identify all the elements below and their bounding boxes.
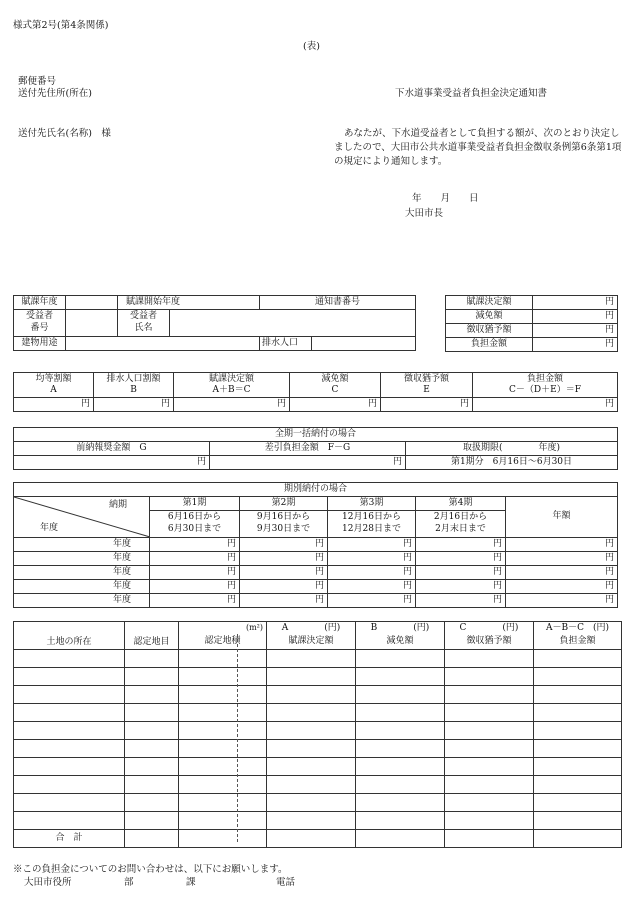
info-table (13, 295, 416, 351)
installment-amount: 円 (150, 580, 240, 594)
land-total-b (356, 830, 445, 848)
calc-header-b: 排水人口割額 B (94, 373, 174, 398)
deadline-period: 第1期分 6月16日～6月30日 (406, 456, 618, 470)
land-location-header: 土地の所在 (14, 622, 125, 650)
land-cell (14, 722, 125, 740)
land-cell (179, 812, 267, 830)
land-rows (14, 650, 622, 830)
period-2-name: 第2期 (240, 497, 328, 511)
land-cell (267, 668, 356, 686)
land-cell (534, 650, 622, 668)
notice-body: あなたが、下水道受益者として負担する額が、次のとおり決定しましたので、大田市公共水道事業受益者負担金徴収条例第6条第1項の規定により通知します。 (334, 128, 622, 167)
installment-title: 期別納付の場合 (14, 483, 618, 497)
land-cell (267, 686, 356, 704)
land-cell (445, 812, 534, 830)
calc-header-d: 減免額 C (290, 373, 381, 398)
land-cell (125, 722, 179, 740)
land-cell (267, 794, 356, 812)
land-cell (445, 776, 534, 794)
calc-value-e: 円 (381, 398, 473, 412)
installment-amount: 円 (240, 580, 328, 594)
deadline-label: 取扱期限( 年度) (406, 442, 618, 456)
installment-annual: 円 (506, 552, 618, 566)
land-cell (14, 794, 125, 812)
land-cell (14, 758, 125, 776)
amount-summary-table (445, 295, 618, 352)
land-row (14, 668, 622, 686)
installment-amount: 円 (150, 566, 240, 580)
land-row (14, 794, 622, 812)
installment-amount: 円 (328, 594, 416, 608)
land-cell (267, 722, 356, 740)
decided-amount-label: 賦課決定額 (446, 296, 533, 310)
deferral-label: 徴収猶予額 (446, 324, 533, 338)
document-title: 下水道事業受益者負担金決定通知書 (395, 88, 548, 99)
calc-value-d: 円 (290, 398, 381, 412)
phone-label: 電話 (276, 877, 296, 888)
calc-header-e: 徴収猶予額 E (381, 373, 473, 398)
land-total-d (534, 830, 622, 848)
land-c-top: C (円) (445, 622, 534, 635)
land-cell (125, 668, 179, 686)
land-row (14, 650, 622, 668)
land-cell (445, 758, 534, 776)
calc-header-f: 負担金額 C－（D＋E）＝F (473, 373, 618, 398)
period-1-range: 6月16日から 6月30日まで (150, 511, 240, 538)
net-charge-label: 差引負担金額 F－G (210, 442, 406, 456)
installment-row (14, 580, 618, 594)
beneficiary-no-value (66, 310, 118, 337)
land-category-header: 認定地目 (125, 622, 179, 650)
land-cell (534, 776, 622, 794)
land-b-header: 減免額 (356, 635, 445, 650)
beneficiary-no-label: 受益者 番号 (14, 310, 66, 337)
land-cell (179, 686, 267, 704)
land-row (14, 776, 622, 794)
decided-amount-value: 円 (533, 296, 618, 310)
installment-year: 年度 (14, 538, 150, 552)
land-area-unit: (m²) (179, 622, 267, 635)
land-cell (445, 704, 534, 722)
land-cell (267, 650, 356, 668)
installment-amount: 円 (416, 538, 506, 552)
land-cell (14, 668, 125, 686)
address-label: 送付先住所(所在) (18, 88, 92, 99)
land-cell (445, 722, 534, 740)
beneficiary-name-label: 受益者 氏名 (118, 310, 170, 337)
period-4-name: 第4期 (416, 497, 506, 511)
land-total-area (179, 830, 267, 848)
reduction-value: 円 (533, 310, 618, 324)
installment-amount: 円 (240, 538, 328, 552)
building-use-label: 建物用途 (14, 337, 66, 351)
installment-amount: 円 (150, 552, 240, 566)
installment-amount: 円 (416, 552, 506, 566)
side-label: (表) (303, 41, 320, 52)
land-d-top: A－B－C (円) (534, 622, 622, 635)
installment-amount: 円 (240, 594, 328, 608)
installment-amount: 円 (416, 594, 506, 608)
land-cell (534, 794, 622, 812)
land-cell (356, 812, 445, 830)
installment-amount: 円 (150, 594, 240, 608)
installment-amount: 円 (416, 566, 506, 580)
land-cell (179, 794, 267, 812)
charge-label: 負担金額 (446, 338, 533, 352)
land-cell (445, 650, 534, 668)
drain-pop-label: 排水人口 (260, 337, 312, 351)
land-a-header: 賦課決定額 (267, 635, 356, 650)
land-cell (534, 758, 622, 776)
installment-amount: 円 (328, 552, 416, 566)
date-line: 年 月 日 (412, 193, 479, 204)
calc-value-f: 円 (473, 398, 618, 412)
notice-no-label: 通知書番号 (260, 296, 416, 310)
installment-year: 年度 (14, 552, 150, 566)
lump-sum-table (13, 427, 618, 470)
land-cell (179, 722, 267, 740)
land-cell (125, 812, 179, 830)
prepay-reward-value: 円 (14, 456, 210, 470)
installment-annual: 円 (506, 580, 618, 594)
installment-amount: 円 (328, 580, 416, 594)
calc-header-c: 賦課決定額 A＋B＝C (174, 373, 290, 398)
recipient-label: 送付先氏名(名称) 様 (18, 128, 111, 139)
land-cell (534, 686, 622, 704)
period-1-name: 第1期 (150, 497, 240, 511)
installment-row (14, 566, 618, 580)
land-cell (179, 650, 267, 668)
corner-year-label: 年度 (40, 522, 59, 533)
deferral-value: 円 (533, 324, 618, 338)
land-row (14, 686, 622, 704)
land-c-header: 徴収猶予額 (445, 635, 534, 650)
annual-label: 年額 (506, 497, 618, 538)
land-area-header: 認定地積 (179, 635, 267, 650)
period-2-range: 9月16日から 9月30日まで (240, 511, 328, 538)
land-cell (125, 776, 179, 794)
installment-amount: 円 (328, 566, 416, 580)
installment-year: 年度 (14, 566, 150, 580)
land-cell (445, 668, 534, 686)
land-table (13, 621, 622, 848)
land-cell (14, 812, 125, 830)
land-row (14, 758, 622, 776)
land-b-top: B (円) (356, 622, 445, 635)
prepay-reward-label: 前納報奨金額 G (14, 442, 210, 456)
installment-amount: 円 (328, 538, 416, 552)
land-total-c (445, 830, 534, 848)
land-cell (445, 794, 534, 812)
calc-header-a: 均等割額 A (14, 373, 94, 398)
land-cell (179, 758, 267, 776)
land-cell (125, 794, 179, 812)
period-4-range: 2月16日から 2月末日まで (416, 511, 506, 538)
inquiry-note: ※この負担金についてのお問い合わせは、以下にお願いします。 (13, 864, 288, 875)
land-cell (356, 650, 445, 668)
building-use-value (66, 337, 260, 351)
land-d-header: 負担金額 (534, 635, 622, 650)
land-cell (267, 812, 356, 830)
installment-amount: 円 (416, 580, 506, 594)
calc-value-b: 円 (94, 398, 174, 412)
land-cell (356, 704, 445, 722)
land-cell (356, 776, 445, 794)
beneficiary-name-value (170, 310, 416, 337)
installment-table (13, 482, 618, 608)
installment-annual: 円 (506, 594, 618, 608)
installment-row (14, 538, 618, 552)
installment-amount: 円 (150, 538, 240, 552)
area-dashed-divider (237, 634, 238, 842)
issuer: 大田市長 (405, 208, 444, 219)
land-total-category (125, 830, 179, 848)
postal-label: 郵便番号 (18, 76, 57, 87)
land-cell (125, 686, 179, 704)
installment-rows (14, 538, 618, 608)
charge-value: 円 (533, 338, 618, 352)
lump-sum-title: 全期一括納付の場合 (14, 428, 618, 442)
land-cell (179, 668, 267, 686)
land-cell (534, 704, 622, 722)
period-3-range: 12月16日から 12月28日まで (328, 511, 416, 538)
land-row (14, 722, 622, 740)
net-charge-value: 円 (210, 456, 406, 470)
land-cell (356, 794, 445, 812)
land-row (14, 812, 622, 830)
installment-amount: 円 (240, 566, 328, 580)
land-cell (534, 740, 622, 758)
land-cell (14, 740, 125, 758)
calculation-table (13, 372, 618, 412)
installment-row (14, 594, 618, 608)
land-cell (14, 686, 125, 704)
land-cell (534, 812, 622, 830)
land-a-top: A (円) (267, 622, 356, 635)
land-cell (534, 722, 622, 740)
land-cell (125, 740, 179, 758)
land-cell (356, 668, 445, 686)
land-cell (179, 740, 267, 758)
period-3-name: 第3期 (328, 497, 416, 511)
land-cell (356, 722, 445, 740)
installment-amount: 円 (240, 552, 328, 566)
land-cell (267, 776, 356, 794)
land-cell (179, 704, 267, 722)
section-label: 課 (186, 877, 196, 888)
calc-value-c: 円 (174, 398, 290, 412)
calc-value-a: 円 (14, 398, 94, 412)
land-total-label: 合 計 (14, 830, 125, 848)
land-cell (14, 650, 125, 668)
installment-year: 年度 (14, 580, 150, 594)
installment-row (14, 552, 618, 566)
land-cell (445, 686, 534, 704)
land-cell (125, 704, 179, 722)
form-number: 様式第2号(第4条関係) (13, 20, 109, 31)
land-cell (267, 758, 356, 776)
corner-period-label: 納期 (108, 500, 127, 510)
land-cell (534, 668, 622, 686)
land-cell (14, 776, 125, 794)
land-cell (14, 704, 125, 722)
land-cell (267, 740, 356, 758)
installment-annual: 円 (506, 538, 618, 552)
levy-year-label: 賦課年度 (14, 296, 66, 310)
land-cell (267, 704, 356, 722)
installment-corner (14, 497, 150, 538)
land-cell (356, 740, 445, 758)
land-cell (445, 740, 534, 758)
land-row (14, 704, 622, 722)
reduction-label: 減免額 (446, 310, 533, 324)
land-cell (125, 650, 179, 668)
land-cell (356, 686, 445, 704)
land-cell (179, 776, 267, 794)
levy-year-value (66, 296, 118, 310)
installment-year: 年度 (14, 594, 150, 608)
drain-pop-value (312, 337, 416, 351)
dept-label: 部 (124, 877, 134, 888)
land-cell (356, 758, 445, 776)
land-cell (125, 758, 179, 776)
office-name: 大田市役所 (24, 877, 72, 888)
installment-annual: 円 (506, 566, 618, 580)
levy-start-label: 賦課開始年度 (118, 296, 260, 310)
corner-diagonal (14, 497, 150, 537)
land-total-a (267, 830, 356, 848)
land-row (14, 740, 622, 758)
